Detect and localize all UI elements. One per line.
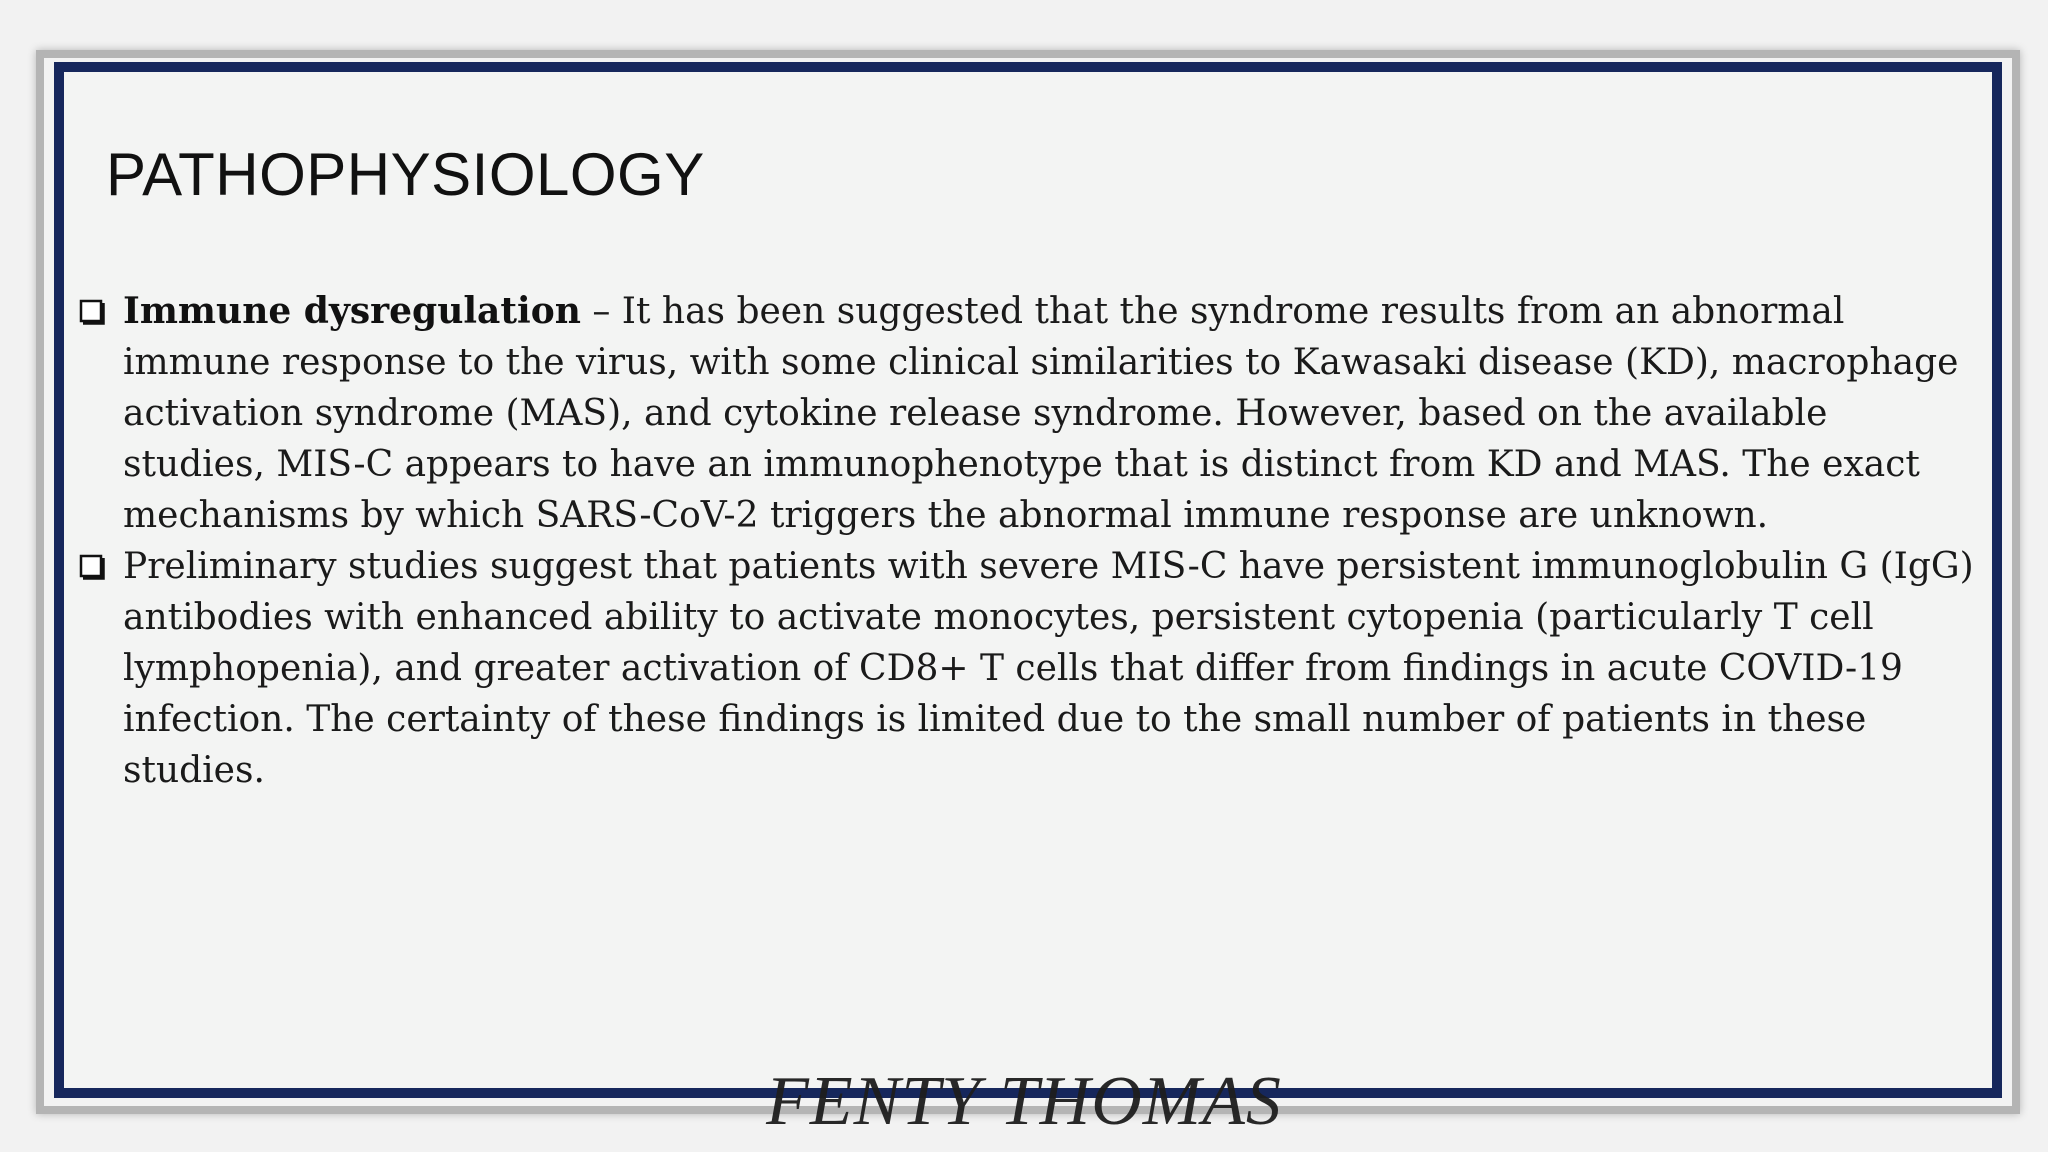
bullet-text: – It has been suggested that the syndrome results from an abnormal immune response to the virus, with some clinical similarities to Kawasaki disease (KD), macrophage activation syndrome (MAS), and cytokine release syndrome. However, based on the available studies, MIS-C appears to have an immunophenotype that is distinct from KD and MAS. The exact mechanisms by which SARS-CoV-2 triggers the abnormal immune response are unknown. — [123, 291, 1959, 536]
bullet-item-preliminary-studies — [78, 541, 1978, 796]
bullet-lead: Immune dysregulation — [123, 290, 581, 332]
bullet-text: Preliminary studies suggest that patients with severe MIS-C have persistent immunoglobulin G (IgG) antibodies with enhanced ability to activate monocytes, persistent cytopenia (particularly T cell lymphopenia), and greater activation of CD8+ T cells that differ from findings in acute COVID-19 infection. The certainty of these findings is limited due to the small number of patients in these studies. — [123, 546, 1974, 791]
author-watermark: FENTY THOMAS — [766, 1063, 1282, 1140]
hollow-square-icon — [78, 553, 106, 581]
bullet-list — [78, 286, 1978, 796]
hollow-square-icon — [78, 298, 106, 326]
slide-title: PATHOPHYSIOLOGY — [106, 141, 705, 208]
bullet-item-immune-dysregulation — [78, 286, 1978, 541]
